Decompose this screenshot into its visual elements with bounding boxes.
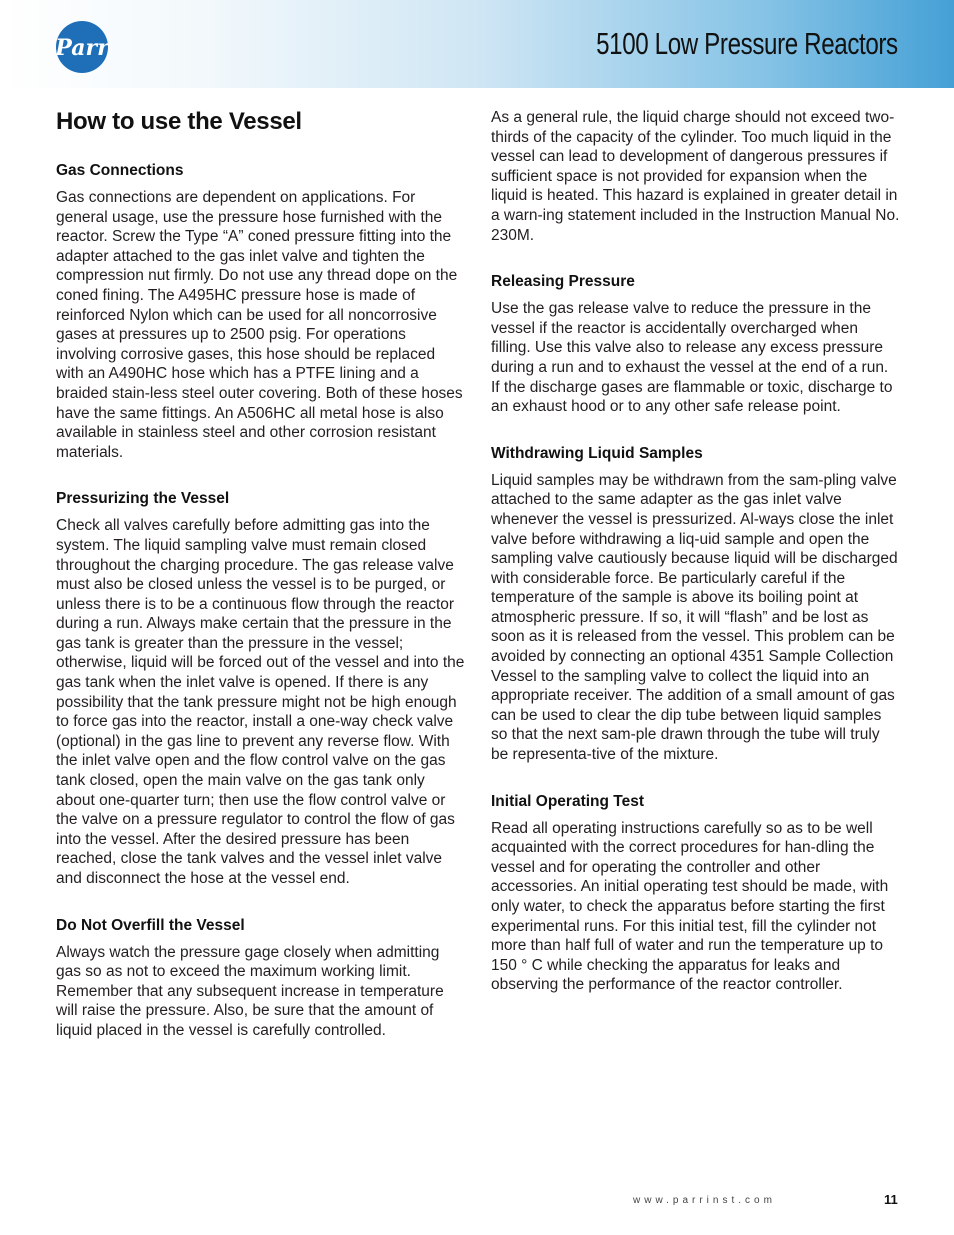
document-title: 5100 Low Pressure Reactors (596, 26, 898, 61)
gas-connections-text: Gas connections are dependent on applications. For general usage, use the pressure hose furnished with the reactor. Screw the Type “A” coned pressure fitting into the adapter attached to the gas inlet valve and tighten the compression nut firmly. Do not use any thread dope on the coned fining. The A495HC pressure hose is made of reinforced Nylon which can be used for all noncorrosive gases at pressures up to 2500 psig. For operations involving corrosive gases, this hose should be replaced with an A490HC hose which has a PTFE lining and a braided stain-less steel outer covering. Both of these hoses have the same fittings. An A506HC all metal hose is also available in stainless steel and other corrosion resistant materials. (56, 189, 463, 461)
right-column (491, 108, 901, 995)
withdrawing-samples-text: Liquid samples may be withdrawn from the sam-pling valve attached to the same adapter as the gas inlet valve whenever the vessel is pressurized. Al-ways close the inlet valve before withdrawing a liq-uid sample and open the sampling valve cautiously because liquid will be discharged with considerable force. Be particularly careful if the temperature of the sample is above its boiling point at atmospheric pressure. If so, it will “flash” and be lost as soon as it is released from the vessel. This problem can be avoided by connecting an optional 4351 Sample Collection Vessel to the sampling valve to collect the liquid into an appropriate receiver. The addition of a small amount of gas can be used to clear the dip tube between liquid samples so that the next sam-ple drawn through the tube will truly be representa-tive of the mixture. (491, 471, 898, 764)
pressurizing-heading: Pressurizing the Vessel (56, 490, 230, 508)
logo-text: Parr (55, 35, 109, 61)
initial-test-text: Read all operating instructions carefully so as to be well acquainted with the correct procedures for han-dling the vessel and for operating the controller and other accessories. An initial operating test should be made, with only water, to check the apparatus before starting the first experimental runs. For this initial test, fill the cylinder not more than half full of water and run the temperature up to 150 ° C while checking the apparatus for leaks and observing the performance of the reactor controller. (491, 819, 889, 994)
gas-connections-heading: Gas Connections (56, 162, 184, 179)
initial-test-heading: Initial Operating Test (491, 792, 645, 810)
parr-logo-icon (54, 20, 110, 74)
left-column (56, 104, 466, 1041)
page-number: 11 (884, 1192, 898, 1207)
pressurizing-text: Check all valves carefully before admitting gas into the system. The liquid sampling valve must remain closed throughout the charging procedure. The gas release valve must also be closed unless the vessel is to be purged, or unless there is to be a continuous flow through the reactor during a run. Always make certain that the pressure in the gas tank is greater than the pressure in the vessel; otherwise, liquid will be forced out of the vessel and into the gas tank when the inlet valve is opened. If there is any possibility that the tank pressure might not be high enough to force gas into the reactor, install a one-way check valve (optional) in the gas line to prevent any reverse flow. With the inlet valve open and the flow control valve on the gas tank closed, open the main valve on the gas tank only about one-quarter turn; then use the flow control valve or the valve on a pressure regulator to control the flow of gas into the vessel. After the desired pressure has been reached, close the tank valves and the vessel inlet valve and disconnect the hose at the vessel end. (56, 517, 465, 887)
overfill-heading: Do Not Overfill the Vessel (56, 916, 245, 934)
page-header (0, 0, 954, 88)
releasing-pressure-heading: Releasing Pressure (491, 273, 635, 291)
releasing-pressure-text: Use the gas release valve to reduce the pressure in the vessel if the reactor is accidentally overcharged when filling. Use this valve also to release any excess pressure during a run and to exhaust the vessel at the end of a run. If the discharge gases are flammable or toxic, discharge to an exhaust hood or to any other safe release point. (491, 300, 893, 416)
page-heading: How to use the Vessel (56, 108, 302, 135)
liquid-charge-text: As a general rule, the liquid charge should not exceed two-thirds of the capacity of the cylinder. Too much liquid in the vessel can lead to development of dangerous pressures if sufficient space is not provided for expansion when the liquid is heated. This hazard is explained in greater detail in a warn-ing statement included in the Instruction Manual No. 230M. (491, 109, 900, 244)
website-url: www.parrinst.com (633, 1195, 776, 1206)
overfill-text: Always watch the pressure gage closely when admitting gas so as not to exceed the maximum working limit. Remember that any subsequent increase in temperature will raise the pressure. Also, be sure that the amount of liquid placed in the vessel is carefully controlled. (56, 943, 444, 1039)
withdrawing-samples-heading: Withdrawing Liquid Samples (491, 444, 703, 462)
